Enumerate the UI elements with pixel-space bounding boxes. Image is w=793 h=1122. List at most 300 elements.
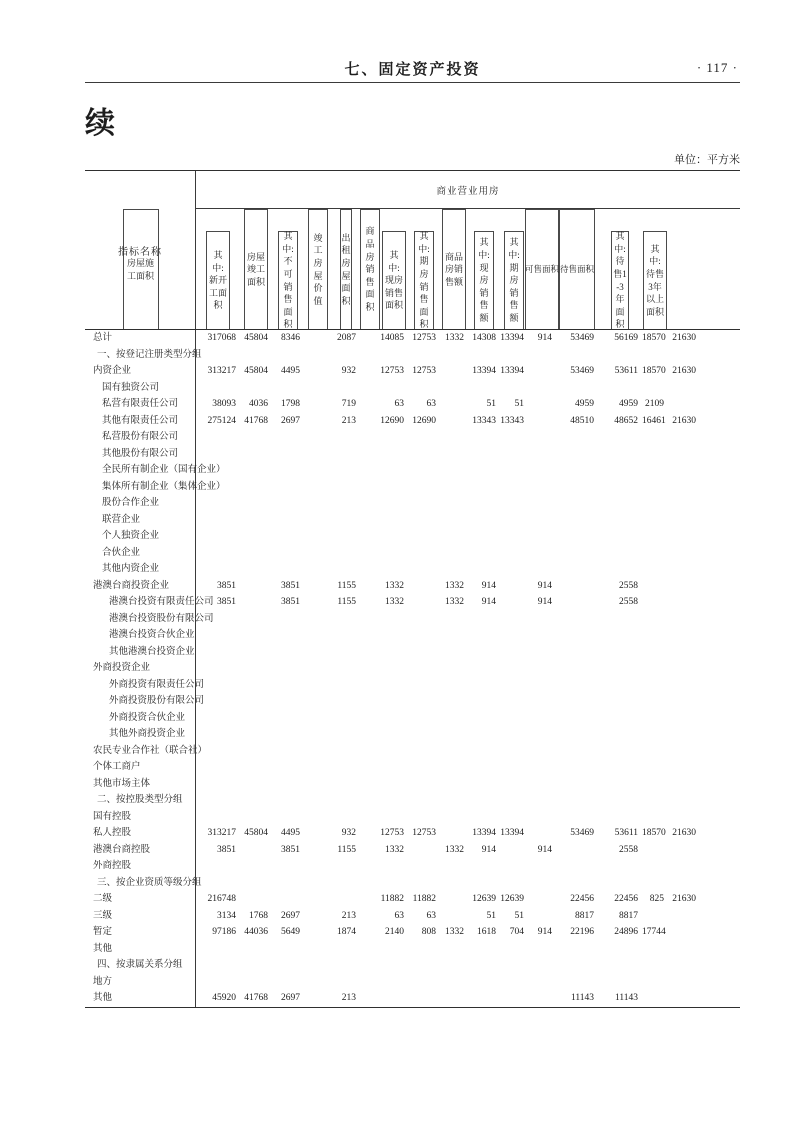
data-cell — [468, 512, 500, 529]
trailing-spacer — [700, 429, 740, 446]
data-cell — [668, 561, 700, 578]
data-cell — [408, 627, 440, 644]
data-cell: 5649 — [281, 927, 300, 937]
data-cell — [668, 512, 700, 529]
trailing-spacer — [700, 330, 740, 347]
data-cell — [380, 545, 408, 562]
page-number: · 117 · — [696, 60, 738, 75]
data-cell: 3851 — [281, 597, 300, 607]
data-cell — [500, 512, 528, 529]
data-cell — [304, 495, 332, 512]
table-row — [85, 380, 740, 397]
data-cell — [440, 858, 468, 875]
data-cell — [380, 792, 408, 809]
row-label: 私营有限责任公司 — [85, 396, 196, 413]
data-cell — [598, 677, 642, 694]
data-cell — [360, 759, 380, 776]
table-row — [85, 545, 740, 562]
data-cell — [408, 677, 440, 694]
header-col-box: 其中:不可销售面积 — [278, 231, 298, 329]
data-cell — [360, 528, 380, 545]
data-cell — [500, 627, 528, 644]
header-col-cell — [468, 209, 500, 329]
data-cell: 21630 — [672, 894, 696, 904]
data-cell: 1874 — [337, 927, 356, 937]
data-cell — [408, 561, 440, 578]
data-cell — [332, 957, 360, 974]
table-row — [85, 710, 740, 727]
data-cell — [500, 974, 528, 991]
data-cell — [304, 363, 332, 380]
data-cell — [598, 974, 642, 991]
data-cell — [642, 776, 668, 793]
data-cell: 3851 — [281, 844, 300, 855]
trailing-spacer — [700, 891, 740, 908]
data-cell — [556, 957, 598, 974]
data-cell — [440, 726, 468, 743]
data-cell — [304, 693, 332, 710]
data-cell: 1332 — [445, 844, 464, 855]
data-cell — [668, 875, 700, 892]
data-cell — [332, 611, 360, 628]
data-cell — [408, 957, 440, 974]
data-cell — [304, 446, 332, 463]
data-cell — [500, 347, 528, 364]
trailing-spacer — [700, 413, 740, 430]
data-cell — [528, 974, 556, 991]
data-cell: 12690 — [380, 415, 404, 426]
data-cell — [304, 974, 332, 991]
data-cell — [240, 495, 272, 512]
data-cell: 14085 — [380, 333, 404, 343]
data-cell — [304, 875, 332, 892]
data-cell: 63 — [394, 910, 404, 921]
row-label: 其他市场主体 — [85, 776, 196, 793]
data-cell: 13394 — [500, 366, 524, 376]
data-cell: 13343 — [500, 415, 524, 426]
data-cell: 45804 — [244, 828, 268, 838]
data-cell — [468, 347, 500, 364]
trailing-spacer — [700, 561, 740, 578]
data-cell — [332, 479, 360, 496]
data-cell — [360, 660, 380, 677]
data-cell — [408, 380, 440, 397]
data-cell — [440, 693, 468, 710]
data-cell — [240, 462, 272, 479]
data-cell: 3851 — [217, 580, 236, 591]
data-cell — [668, 809, 700, 826]
table-row — [85, 875, 740, 892]
data-cell: 22456 — [614, 894, 638, 904]
row-label: 个体工商户 — [85, 759, 196, 776]
data-cell — [360, 462, 380, 479]
data-cell — [240, 347, 272, 364]
data-cell: 48510 — [570, 415, 594, 426]
page-content — [85, 0, 740, 1008]
data-cell: 97186 — [212, 927, 236, 937]
table-row — [85, 990, 740, 1007]
trailing-spacer — [700, 957, 740, 974]
data-cell: 3851 — [217, 844, 236, 855]
data-cell — [440, 446, 468, 463]
table-body — [85, 330, 740, 1008]
data-cell — [500, 842, 528, 859]
data-cell — [500, 809, 528, 826]
header-col-cell — [360, 209, 380, 329]
table-row — [85, 908, 740, 925]
data-cell — [240, 842, 272, 859]
row-label: 合伙企业 — [85, 545, 196, 562]
data-cell — [528, 611, 556, 628]
data-cell — [360, 924, 380, 941]
data-cell — [196, 677, 240, 694]
trailing-spacer — [700, 908, 740, 925]
data-cell — [240, 710, 272, 727]
data-cell — [468, 957, 500, 974]
data-cell: 313217 — [207, 366, 236, 376]
data-cell — [240, 512, 272, 529]
data-cell — [500, 941, 528, 958]
data-cell — [440, 710, 468, 727]
data-cell — [556, 792, 598, 809]
data-cell: 1155 — [337, 844, 356, 855]
data-cell — [468, 627, 500, 644]
data-cell — [196, 957, 240, 974]
table-row — [85, 792, 740, 809]
data-cell — [598, 347, 642, 364]
data-cell — [668, 495, 700, 512]
data-cell — [272, 858, 304, 875]
data-cell — [528, 644, 556, 661]
data-cell — [272, 429, 304, 446]
data-cell — [598, 462, 642, 479]
data-cell: 2558 — [619, 597, 638, 607]
data-cell — [500, 479, 528, 496]
trailing-spacer — [700, 990, 740, 1007]
data-cell — [196, 809, 240, 826]
data-cell — [304, 611, 332, 628]
data-cell — [196, 462, 240, 479]
data-cell — [240, 858, 272, 875]
data-cell: 14308 — [472, 333, 496, 343]
data-cell — [240, 941, 272, 958]
data-cell — [642, 743, 668, 760]
data-cell — [240, 611, 272, 628]
data-cell — [240, 974, 272, 991]
data-cell: 914 — [481, 597, 496, 607]
data-cell — [304, 347, 332, 364]
trailing-spacer — [700, 545, 740, 562]
header-col-cell — [440, 209, 468, 329]
data-cell: 51 — [486, 399, 496, 409]
row-label: 总计 — [85, 330, 196, 347]
data-cell — [240, 759, 272, 776]
trailing-spacer — [700, 726, 740, 743]
data-cell — [304, 479, 332, 496]
data-cell — [468, 677, 500, 694]
data-cell — [668, 644, 700, 661]
data-cell — [240, 957, 272, 974]
data-cell: 21630 — [672, 333, 696, 343]
row-label: 三级 — [85, 908, 196, 925]
data-cell — [468, 462, 500, 479]
data-cell: 12753 — [380, 828, 404, 838]
data-cell — [304, 776, 332, 793]
data-cell: 24896 — [614, 927, 638, 937]
data-cell: 1332 — [385, 580, 404, 591]
data-cell — [360, 330, 380, 347]
trailing-spacer — [700, 528, 740, 545]
data-cell — [528, 396, 556, 413]
data-cell — [598, 858, 642, 875]
table-row — [85, 578, 740, 595]
trailing-spacer — [700, 858, 740, 875]
data-cell — [556, 974, 598, 991]
data-cell — [642, 858, 668, 875]
header-col-box: 其中:现房销售面积 — [382, 231, 406, 329]
data-cell — [272, 462, 304, 479]
header-col-box: 商品房销售额 — [442, 209, 466, 329]
data-cell — [332, 446, 360, 463]
data-cell — [240, 792, 272, 809]
trailing-spacer — [700, 792, 740, 809]
data-cell — [360, 677, 380, 694]
data-cell — [272, 957, 304, 974]
data-cell — [440, 561, 468, 578]
data-cell: 3851 — [281, 580, 300, 591]
data-cell — [556, 561, 598, 578]
data-cell — [440, 957, 468, 974]
header-col-box: 其中:期房销售面积 — [414, 231, 434, 329]
data-cell — [272, 380, 304, 397]
data-cell: 51 — [514, 910, 524, 921]
header-col-box: 房屋施工面积 — [123, 209, 159, 329]
data-cell — [272, 792, 304, 809]
data-cell — [408, 495, 440, 512]
data-cell — [240, 578, 272, 595]
data-cell — [196, 974, 240, 991]
data-cell — [500, 743, 528, 760]
data-cell — [360, 792, 380, 809]
data-cell: 825 — [649, 894, 664, 904]
row-label: 港澳台投资股份有限公司 — [85, 611, 196, 628]
data-cell: 3134 — [217, 910, 236, 921]
row-label: 其他内资企业 — [85, 561, 196, 578]
trailing-spacer — [700, 594, 740, 611]
data-cell — [304, 380, 332, 397]
data-cell — [196, 710, 240, 727]
data-cell — [440, 462, 468, 479]
row-label: 其他股份有限公司 — [85, 446, 196, 463]
trailing-spacer — [700, 578, 740, 595]
data-cell — [500, 380, 528, 397]
trailing-spacer — [700, 974, 740, 991]
data-cell — [528, 891, 556, 908]
data-cell — [240, 479, 272, 496]
table-row — [85, 528, 740, 545]
header-col-cell — [525, 209, 560, 329]
data-cell — [240, 561, 272, 578]
data-cell — [528, 413, 556, 430]
data-cell — [272, 759, 304, 776]
data-cell — [360, 611, 380, 628]
data-cell — [668, 776, 700, 793]
data-cell — [360, 743, 380, 760]
data-cell — [332, 792, 360, 809]
data-cell — [468, 743, 500, 760]
data-cell — [360, 908, 380, 925]
data-cell — [272, 446, 304, 463]
data-cell — [528, 759, 556, 776]
data-cell — [468, 644, 500, 661]
data-cell — [528, 957, 556, 974]
row-label: 二级 — [85, 891, 196, 908]
data-cell — [272, 710, 304, 727]
data-cell — [332, 726, 360, 743]
row-label: 地方 — [85, 974, 196, 991]
data-cell — [642, 710, 668, 727]
data-cell: 213 — [341, 910, 356, 921]
data-cell: 914 — [481, 844, 496, 855]
data-cell — [556, 809, 598, 826]
table-row — [85, 561, 740, 578]
data-cell — [642, 990, 668, 1007]
table-row — [85, 413, 740, 430]
data-cell: 45804 — [244, 333, 268, 343]
data-cell — [440, 825, 468, 842]
data-cell — [332, 512, 360, 529]
data-cell: 63 — [426, 399, 436, 409]
data-cell — [332, 941, 360, 958]
data-cell — [468, 875, 500, 892]
trailing-spacer — [700, 396, 740, 413]
span-header-cell: 商业营业用房 — [196, 171, 740, 209]
data-cell: 914 — [537, 333, 552, 343]
trailing-spacer — [700, 660, 740, 677]
data-cell — [380, 759, 408, 776]
data-cell — [304, 429, 332, 446]
header-col-cell — [304, 209, 332, 329]
trailing-spacer — [700, 875, 740, 892]
data-cell — [380, 611, 408, 628]
table-row — [85, 479, 740, 496]
data-cell — [380, 495, 408, 512]
data-cell — [408, 941, 440, 958]
table-row — [85, 842, 740, 859]
data-cell — [668, 743, 700, 760]
data-cell — [668, 941, 700, 958]
data-cell — [468, 792, 500, 809]
data-cell — [528, 528, 556, 545]
header-col-box: 房屋竣工面积 — [244, 209, 268, 329]
data-cell — [360, 990, 380, 1007]
data-cell: 21630 — [672, 366, 696, 376]
data-cell — [528, 380, 556, 397]
data-cell — [240, 429, 272, 446]
data-cell — [468, 710, 500, 727]
data-cell — [556, 545, 598, 562]
data-cell — [440, 776, 468, 793]
data-cell — [272, 743, 304, 760]
data-cell — [240, 446, 272, 463]
trailing-spacer — [700, 842, 740, 859]
data-cell: 2697 — [281, 910, 300, 921]
data-cell — [528, 941, 556, 958]
data-cell: 63 — [394, 399, 404, 409]
row-label: 联营企业 — [85, 512, 196, 529]
data-cell — [598, 495, 642, 512]
data-cell — [240, 380, 272, 397]
data-cell — [360, 776, 380, 793]
data-cell — [360, 858, 380, 875]
data-cell: 2558 — [619, 580, 638, 591]
data-cell — [304, 809, 332, 826]
data-cell — [380, 528, 408, 545]
data-cell — [556, 495, 598, 512]
data-cell — [440, 990, 468, 1007]
table-row — [85, 594, 740, 611]
running-head — [85, 0, 740, 83]
data-cell — [360, 941, 380, 958]
data-cell — [408, 545, 440, 562]
data-cell: 13394 — [472, 828, 496, 838]
trailing-spacer — [700, 495, 740, 512]
data-cell — [668, 347, 700, 364]
data-cell — [500, 594, 528, 611]
data-cell — [598, 479, 642, 496]
data-cell — [408, 858, 440, 875]
data-cell — [468, 990, 500, 1007]
data-cell — [408, 594, 440, 611]
table-row — [85, 429, 740, 446]
data-cell — [272, 545, 304, 562]
data-cell — [360, 809, 380, 826]
table-row — [85, 363, 740, 380]
data-cell — [408, 759, 440, 776]
table-row — [85, 924, 740, 941]
data-cell — [528, 347, 556, 364]
data-cell — [304, 561, 332, 578]
data-cell: 2140 — [385, 927, 404, 937]
data-cell: 12690 — [412, 415, 436, 426]
data-cell — [360, 479, 380, 496]
data-cell — [642, 759, 668, 776]
data-cell — [440, 677, 468, 694]
data-cell: 45804 — [244, 366, 268, 376]
data-cell: 11143 — [614, 993, 638, 1003]
data-cell: 51 — [514, 399, 524, 409]
data-cell — [380, 446, 408, 463]
data-cell — [440, 908, 468, 925]
data-cell: 2697 — [281, 415, 300, 426]
data-cell — [240, 627, 272, 644]
data-cell — [598, 512, 642, 529]
data-cell: 1332 — [445, 333, 464, 343]
data-cell — [598, 644, 642, 661]
data-cell — [360, 693, 380, 710]
row-label: 外商投资企业 — [85, 660, 196, 677]
table-row — [85, 347, 740, 364]
data-cell — [598, 429, 642, 446]
data-cell — [668, 858, 700, 875]
header-col-cell — [380, 209, 408, 329]
data-cell — [668, 710, 700, 727]
data-cell — [304, 908, 332, 925]
row-label: 四、按隶属关系分组 — [85, 957, 196, 974]
data-cell — [408, 611, 440, 628]
row-label: 外商投资股份有限公司 — [85, 693, 196, 710]
data-cell — [440, 627, 468, 644]
